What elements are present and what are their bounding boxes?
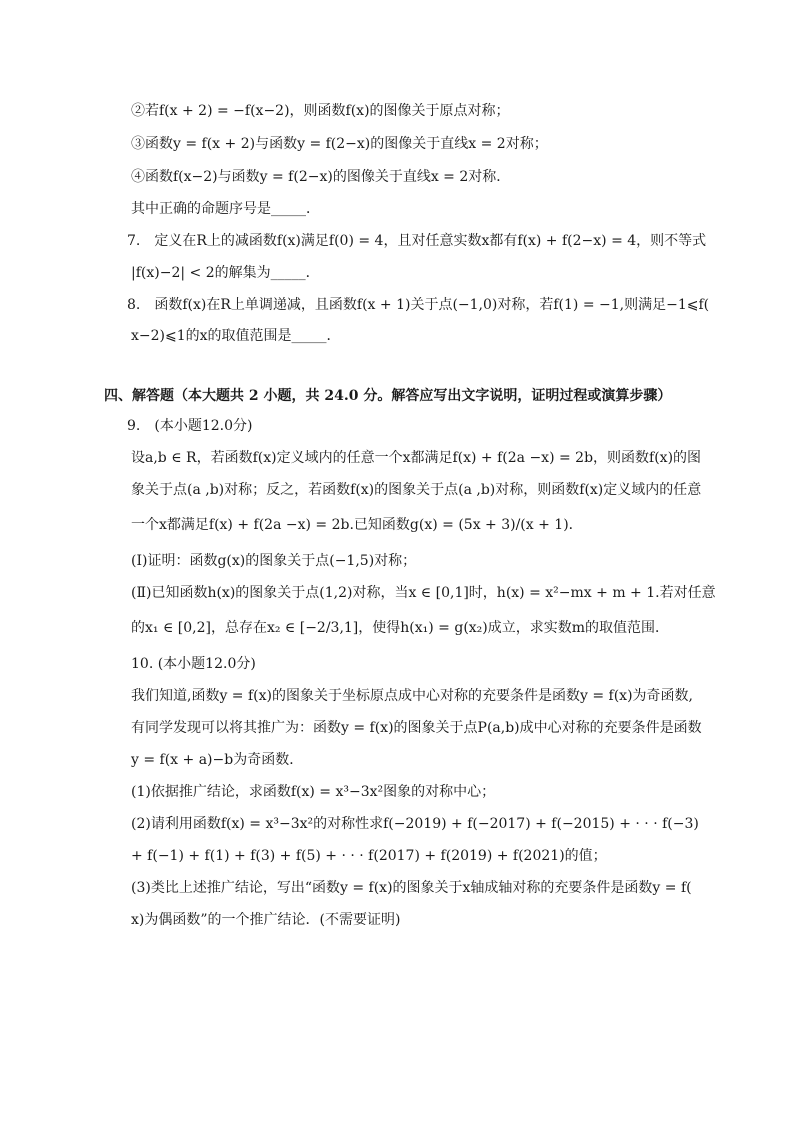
- question-10-line-1: 我们知道,函数y = f(x)的图象关于坐标原点成中心对称的充要条件是函数y = f(x)为奇函数,: [131, 688, 693, 704]
- question-10-header: 10. (本小题12.0分): [131, 656, 256, 672]
- question-10-part-2-line-1: (2)请利用函数f(x) = x³−3x²的对称性求f(−2019) + f(−2017) + f(−2015) + · · · f(−3): [131, 816, 699, 832]
- question-10-line-2: 有同学发现可以将其推广为：函数y = f(x)的图象关于点P(a,b)成中心对称的充要条件是函数: [131, 720, 702, 736]
- question-10-part-2-line-2: + f(−1) + f(1) + f(3) + f(5) + · · · f(2017) + f(2019) + f(2021)的值；: [131, 848, 607, 864]
- question-10-part-3-line-2: x)为偶函数”的一个推广结论．(不需要证明): [131, 912, 401, 928]
- statement-3: ③函数y = f(x + 2)与函数y = f(2−x)的图像关于直线x = 2对称；: [131, 136, 548, 152]
- question-9-line-2: 象关于点(a ,b)对称；反之，若函数f(x)的图象关于点(a ,b)对称，则函数f(x)定义域内的任意: [131, 482, 702, 498]
- question-7-line-2: |f(x)−2| < 2的解集为_____．: [131, 265, 320, 281]
- question-9-part-1: (Ⅰ)证明：函数g(x)的图象关于点(−1,5)对称；: [131, 553, 417, 569]
- statement-2: ②若f(x + 2) = −f(x−2)，则函数f(x)的图像关于原点对称；: [131, 103, 510, 119]
- question-8-line-2: x−2)⩽1的x的取值范围是_____．: [131, 328, 341, 344]
- question-10-part-3-line-1: (3)类比上述推广结论，写出“函数y = f(x)的图象关于x轴成轴对称的充要条件是函数y = f(: [131, 880, 692, 896]
- question-9-part-2-line-1: (Ⅱ)已知函数h(x)的图象关于点(1,2)对称，当x ∈ [0,1]时，h(x) = x²−mx + m + 1.若对任意: [131, 585, 716, 601]
- question-9-line-3: 一个x都满足f(x) + f(2a −x) = 2b.已知函数g(x) = (5x + 3)/(x + 1)．: [131, 517, 583, 533]
- question-6-answer-prompt: 其中正确的命题序号是_____．: [131, 201, 320, 217]
- question-7-line-1: 7. 定义在R上的减函数f(x)满足f(0) = 4，且对任意实数x都有f(x) + f(2−x) = 4，则不等式: [127, 233, 707, 249]
- question-9-part-2-line-2: 的x₁ ∈ [0,2]，总存在x₂ ∈ [−2/3,1]，使得h(x₁) = g(x₂)成立，求实数m的取值范围．: [131, 620, 670, 636]
- section-heading-answers: 四、解答题（本大题共 2 小题，共 24.0 分。解答应写出文字说明，证明过程或演算步骤）: [104, 388, 672, 404]
- question-10-line-3: y = f(x + a)−b为奇函数．: [131, 752, 304, 768]
- question-9-line-1: 设a,b ∈ R，若函数f(x)定义域内的任意一个x都满足f(x) + f(2a −x) = 2b，则函数f(x)的图: [131, 450, 702, 466]
- question-10-part-1: (1)依据推广结论，求函数f(x) = x³−3x²图象的对称中心；: [131, 784, 496, 800]
- question-9-header: 9. (本小题12.0分): [127, 418, 253, 434]
- statement-4: ④函数f(x−2)与函数y = f(2−x)的图像关于直线x = 2对称．: [131, 169, 511, 185]
- question-8-line-1: 8. 函数f(x)在R上单调递减，且函数f(x + 1)关于点(−1,0)对称，若f(1) = −1,则满足−1⩽f(: [127, 297, 710, 313]
